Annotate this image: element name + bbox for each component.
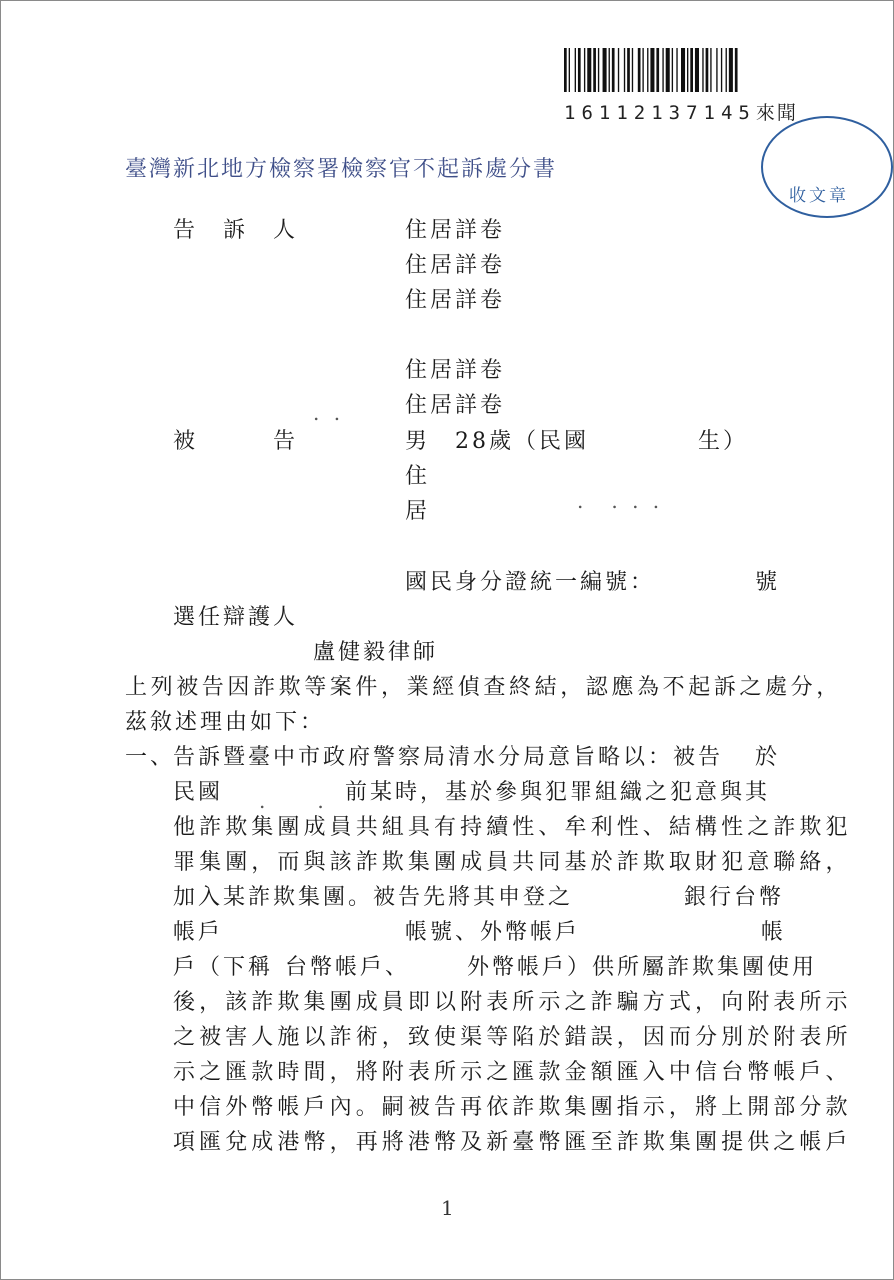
scan-artifact: . . . .: [577, 489, 664, 513]
defendant-address-label-1: 住: [405, 464, 431, 489]
defendant-id-label: 國民身分證統一編號：: [405, 570, 656, 595]
section-one-line: 民國: [173, 780, 224, 805]
page-number: 1: [441, 1196, 454, 1220]
complainant-address-3: 住居詳卷: [405, 288, 506, 313]
section-one-line: 前某時，基於參與犯罪組織之犯意與其: [345, 780, 771, 805]
barcode-image: [564, 48, 849, 92]
section-one-line: 項匯兌成港幣，再將港幣及新臺幣匯至詐欺集團提供之帳戶: [173, 1130, 852, 1155]
section-one-line: 帳: [761, 920, 787, 945]
section-one-line: 於: [755, 745, 781, 770]
section-one-line: 告訴暨臺中市政府警察局清水分局意旨略以：被告: [173, 745, 724, 770]
section-one-marker: 一、: [125, 745, 176, 770]
complainant-address-2: 住居詳卷: [405, 253, 506, 278]
document-title: 臺灣新北地方檢察署檢察官不起訴處分書: [125, 157, 558, 182]
barcode-number: 16112137145來聞: [564, 102, 798, 124]
complainant-address-1: 住居詳卷: [405, 218, 506, 243]
defense-counsel-label: 選任辯護人: [173, 605, 299, 630]
intro-line-1: 上列被告因詐欺等案件，業經偵查終結，認應為不起訴之處分，: [125, 675, 842, 700]
intro-line-2: 茲敘述理由如下：: [125, 710, 326, 735]
section-one-line: 後，該詐欺集團成員即以附表所示之詐騙方式，向附表所示: [173, 990, 852, 1015]
section-one-line: 他詐欺集團成員共組具有持續性、牟利性、結構性之詐欺犯: [173, 815, 852, 840]
section-one-line: 台幣帳戶、: [285, 955, 411, 980]
receipt-stamp-label: 收文章: [789, 186, 849, 206]
section-one-line: 罪集團，而與該詐欺集團成員共同基於詐欺取財犯意聯絡，: [173, 850, 852, 875]
complainant-address-4: 住居詳卷: [405, 358, 506, 383]
section-one-line: 帳號、外幣帳戶: [405, 920, 581, 945]
complainant-label: 告 訴 人: [173, 218, 299, 243]
defendant-address-label-2: 居: [405, 499, 431, 524]
section-one-line: 銀行台幣: [684, 885, 785, 910]
section-one-line: 戶（下稱: [173, 955, 274, 980]
section-one-line: 加入某詐欺集團。被告先將其申登之: [173, 885, 574, 910]
section-one-line: 帳戶: [173, 920, 224, 945]
section-one-line: 外幣帳戶）供所屬詐欺集團使用: [467, 955, 818, 980]
defendant-id-suffix: 號: [755, 570, 781, 595]
defense-counsel-name: 盧健毅律師: [313, 640, 439, 665]
defendant-label: 被 告: [173, 429, 299, 454]
scan-artifact: . .: [259, 789, 328, 813]
defendant-gender-age: 男 28歲（民國: [405, 429, 589, 454]
scan-artifact: . .: [313, 401, 345, 425]
section-one-line: 中信外幣帳戶內。嗣被告再依詐欺集團指示，將上開部分款: [173, 1095, 852, 1120]
complainant-address-5: 住居詳卷: [405, 393, 506, 418]
section-one-line: 之被害人施以詐術，致使渠等陷於錯誤，因而分別於附表所: [173, 1025, 852, 1050]
defendant-birth-suffix: 生）: [698, 429, 749, 454]
section-one-line: 示之匯款時間，將附表所示之匯款金額匯入中信台幣帳戶、: [173, 1060, 852, 1085]
